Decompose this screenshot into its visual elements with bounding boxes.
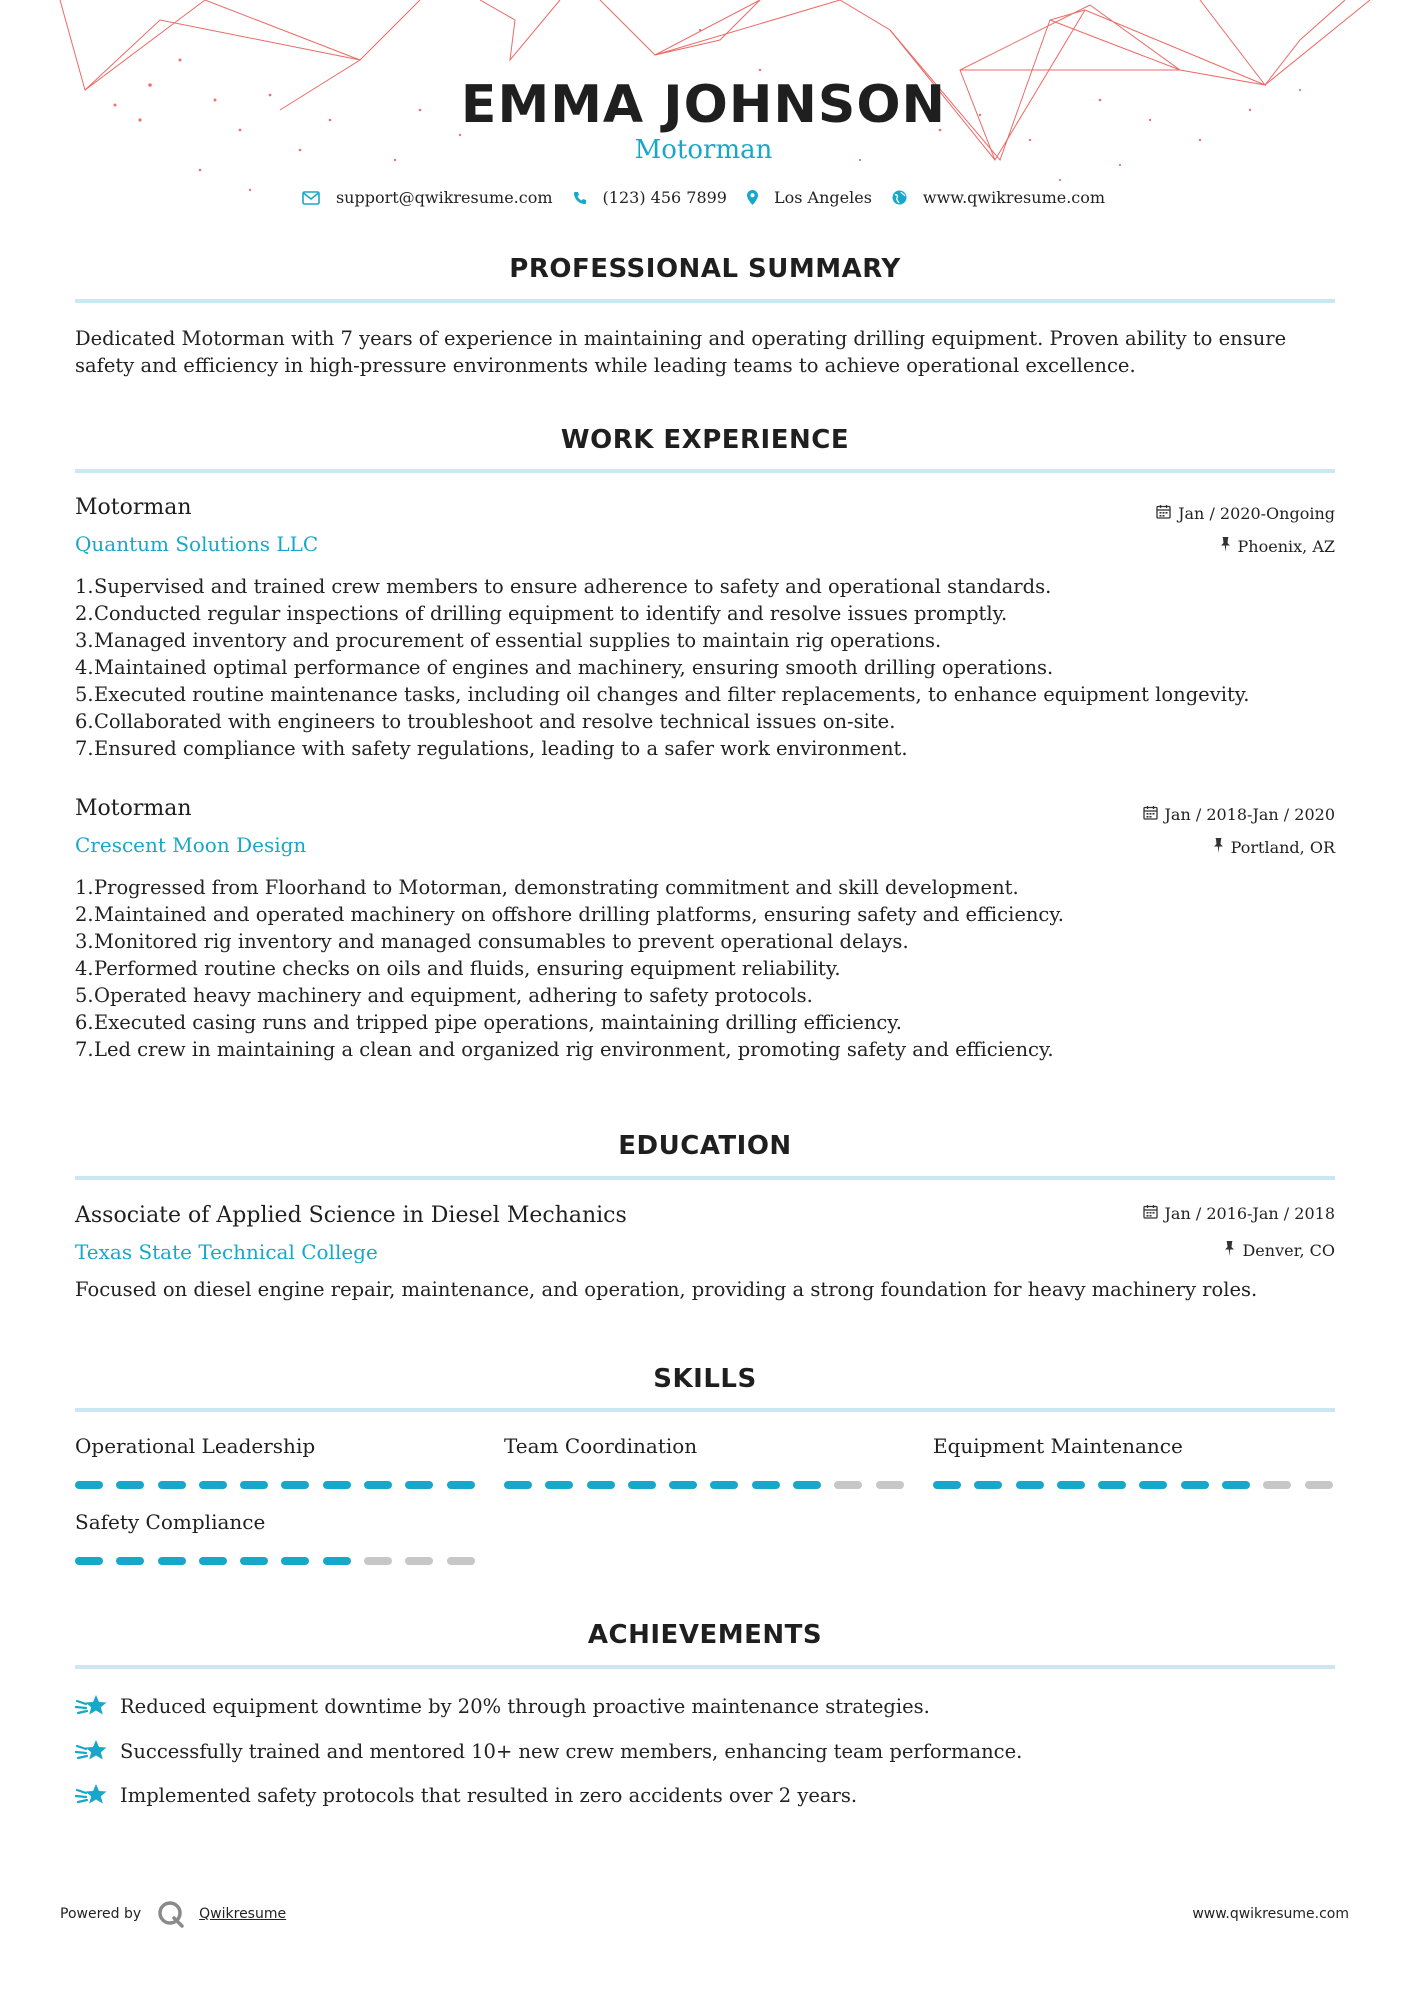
skill-dash-filled [281, 1557, 309, 1565]
skill-dash-filled [1057, 1481, 1085, 1489]
skill-dash-filled [669, 1481, 697, 1489]
education-dates [1143, 1204, 1335, 1223]
education-heading: EDUCATION [618, 1131, 792, 1161]
shooting-star-icon [75, 1736, 109, 1766]
skill-dash-filled [587, 1481, 615, 1489]
skill-dash-filled [1098, 1481, 1126, 1489]
contact-website-text: www.qwikresume.com [922, 188, 1106, 207]
map-pin-icon [747, 190, 758, 205]
skill-item [75, 1510, 475, 1534]
skill-dash-empty [447, 1557, 475, 1565]
skill-dash-filled [447, 1481, 475, 1489]
list-item: 3.Managed inventory and procurement of essential supplies to maintain rig operations. [75, 629, 942, 652]
skill-dash-filled [405, 1481, 433, 1489]
education-description: Focused on diesel engine repair, maintenance, and operation, providing a strong foundation for heavy machinery roles. [75, 1278, 1258, 1301]
skill-name: Equipment Maintenance [933, 1434, 1183, 1458]
globe-icon [892, 190, 907, 205]
candidate-title: Motorman [634, 135, 773, 165]
skill-level-bar [933, 1481, 1346, 1489]
list-item: 6.Executed casing runs and tripped pipe operations, maintaining drilling efficiency. [75, 1011, 902, 1034]
skill-dash-empty [364, 1557, 392, 1565]
skill-dash-empty [1305, 1481, 1333, 1489]
achievement-item [75, 1736, 1022, 1766]
achievement-text: Reduced equipment downtime by 20% through proactive maintenance strategies. [120, 1694, 930, 1718]
summary-divider [75, 299, 1335, 303]
summary-heading: PROFESSIONAL SUMMARY [509, 254, 901, 284]
skill-dash-filled [75, 1557, 103, 1565]
skill-dash-filled [240, 1557, 268, 1565]
calendar-icon [1156, 504, 1171, 523]
skill-dash-filled [545, 1481, 573, 1489]
skill-item [75, 1434, 475, 1458]
list-item: 4.Maintained optimal performance of engines and machinery, ensuring smooth drilling operations. [75, 656, 1054, 679]
skill-dash-filled [199, 1557, 227, 1565]
footer-powered-by [60, 1900, 286, 1928]
skill-dash-filled [323, 1557, 351, 1565]
candidate-name: EMMA JOHNSON [460, 75, 947, 135]
contact-phone-text: (123) 456 7899 [602, 188, 727, 207]
experience-divider [75, 469, 1335, 473]
skill-dash-filled [116, 1557, 144, 1565]
skill-name: Safety Compliance [75, 1510, 266, 1534]
job-role: Motorman [75, 495, 192, 520]
job-location [1220, 537, 1335, 556]
experience-heading: WORK EXPERIENCE [560, 425, 850, 455]
list-item: 7.Ensured compliance with safety regulations, leading to a safer work environment. [75, 737, 908, 760]
list-item: 6.Collaborated with engineers to troubleshoot and resolve technical issues on-site. [75, 710, 896, 733]
summary-text: Dedicated Motorman with 7 years of experience in maintaining and operating drilling equipment. Proven ability to ensure safety and efficiency in high-pressure environments while leading teams to achieve operational excellence. [75, 327, 1287, 377]
job-company: Quantum Solutions LLC [75, 532, 319, 556]
skill-dash-filled [1222, 1481, 1250, 1489]
skill-dash-filled [793, 1481, 821, 1489]
skill-dash-filled [974, 1481, 1002, 1489]
skill-level-bar [504, 1481, 917, 1489]
envelope-icon [302, 191, 320, 205]
skill-dash-empty [405, 1557, 433, 1565]
contact-email[interactable] [302, 188, 553, 207]
list-item: 5.Executed routine maintenance tasks, including oil changes and filter replacements, to enhance equipment longevity. [75, 683, 1250, 706]
powered-by-label: Powered by [60, 1906, 142, 1922]
skill-dash-filled [199, 1481, 227, 1489]
skill-dash-filled [933, 1481, 961, 1489]
skill-dash-filled [1181, 1481, 1209, 1489]
skills-divider [75, 1408, 1335, 1412]
education-dates-text: Jan / 2016-Jan / 2018 [1164, 1204, 1335, 1223]
achievements-divider [75, 1665, 1335, 1669]
education-location [1224, 1241, 1335, 1260]
contact-email-text: support@qwikresume.com [335, 188, 553, 207]
pushpin-icon [1224, 1241, 1235, 1260]
pushpin-icon [1213, 838, 1224, 857]
qwikresume-link[interactable]: Qwikresume [199, 1906, 287, 1922]
skill-dash-filled [158, 1557, 186, 1565]
list-item: 2.Conducted regular inspections of drilling equipment to identify and resolve issues promptly. [75, 602, 1008, 625]
skills-heading: SKILLS [653, 1364, 757, 1394]
list-item: 3.Monitored rig inventory and managed consumables to prevent operational delays. [75, 930, 909, 953]
skill-dash-filled [116, 1481, 144, 1489]
job-dates [1156, 504, 1335, 523]
job-duties-list [75, 573, 1335, 762]
qwikresume-logo-icon [157, 1900, 185, 1928]
achievement-item [75, 1780, 857, 1810]
job-role: Motorman [75, 796, 192, 821]
skill-dash-filled [281, 1481, 309, 1489]
achievements-heading: ACHIEVEMENTS [587, 1620, 823, 1650]
skill-level-bar [75, 1557, 488, 1565]
list-item: 5.Operated heavy machinery and equipment, adhering to safety protocols. [75, 984, 813, 1007]
skill-dash-filled [1139, 1481, 1167, 1489]
achievement-text: Successfully trained and mentored 10+ new crew members, enhancing team performance. [120, 1739, 1023, 1763]
list-item: 2.Maintained and operated machinery on offshore drilling platforms, ensuring safety and efficiency. [75, 903, 1064, 926]
skill-dash-empty [876, 1481, 904, 1489]
skill-name: Operational Leadership [75, 1434, 316, 1458]
job-duties-list [75, 874, 1335, 1063]
list-item: 1.Progressed from Floorhand to Motorman, demonstrating commitment and skill development. [75, 876, 1019, 899]
job-location [1213, 838, 1335, 857]
skill-dash-filled [158, 1481, 186, 1489]
education-degree: Associate of Applied Science in Diesel Mechanics [75, 1203, 627, 1228]
job-dates [1143, 805, 1335, 824]
job-company: Crescent Moon Design [75, 833, 307, 857]
skill-item [504, 1434, 904, 1458]
achievement-item [75, 1691, 930, 1721]
calendar-icon [1143, 805, 1158, 824]
shooting-star-icon [75, 1691, 109, 1721]
contact-location-text: Los Angeles [773, 188, 872, 207]
contact-phone[interactable] [573, 188, 727, 207]
skill-item [933, 1434, 1333, 1458]
skill-dash-empty [1263, 1481, 1291, 1489]
list-item: 1.Supervised and trained crew members to ensure adherence to safety and operational standards. [75, 575, 1052, 598]
skill-dash-filled [240, 1481, 268, 1489]
shooting-star-icon [75, 1780, 109, 1810]
skill-dash-filled [1016, 1481, 1044, 1489]
skill-dash-filled [752, 1481, 780, 1489]
skill-dash-filled [75, 1481, 103, 1489]
list-item: 7.Led crew in maintaining a clean and organized rig environment, promoting safety and efficiency. [75, 1038, 1054, 1061]
job-location-text: Portland, OR [1230, 838, 1335, 857]
skill-name: Team Coordination [504, 1434, 698, 1458]
skill-dash-filled [504, 1481, 532, 1489]
contact-website[interactable] [892, 188, 1105, 207]
achievement-text: Implemented safety protocols that resulted in zero accidents over 2 years. [120, 1783, 858, 1807]
skill-dash-filled [628, 1481, 656, 1489]
job-dates-text: Jan / 2018-Jan / 2020 [1164, 805, 1335, 824]
phone-icon [573, 191, 587, 205]
education-location-text: Denver, CO [1242, 1241, 1335, 1260]
pushpin-icon [1220, 537, 1231, 556]
skill-dash-filled [710, 1481, 738, 1489]
calendar-icon [1143, 1204, 1158, 1223]
list-item: 4.Performed routine checks on oils and fluids, ensuring equipment reliability. [75, 957, 841, 980]
skill-level-bar [75, 1481, 488, 1489]
job-location-text: Phoenix, AZ [1237, 537, 1335, 556]
skill-dash-filled [364, 1481, 392, 1489]
education-school: Texas State Technical College [75, 1240, 378, 1264]
skill-dash-empty [834, 1481, 862, 1489]
skill-dash-filled [323, 1481, 351, 1489]
contact-location [747, 188, 872, 207]
contact-bar [0, 188, 1407, 207]
footer-website-link[interactable]: www.qwikresume.com [1192, 1906, 1349, 1922]
job-dates-text: Jan / 2020-Ongoing [1178, 504, 1335, 523]
education-divider [75, 1176, 1335, 1180]
